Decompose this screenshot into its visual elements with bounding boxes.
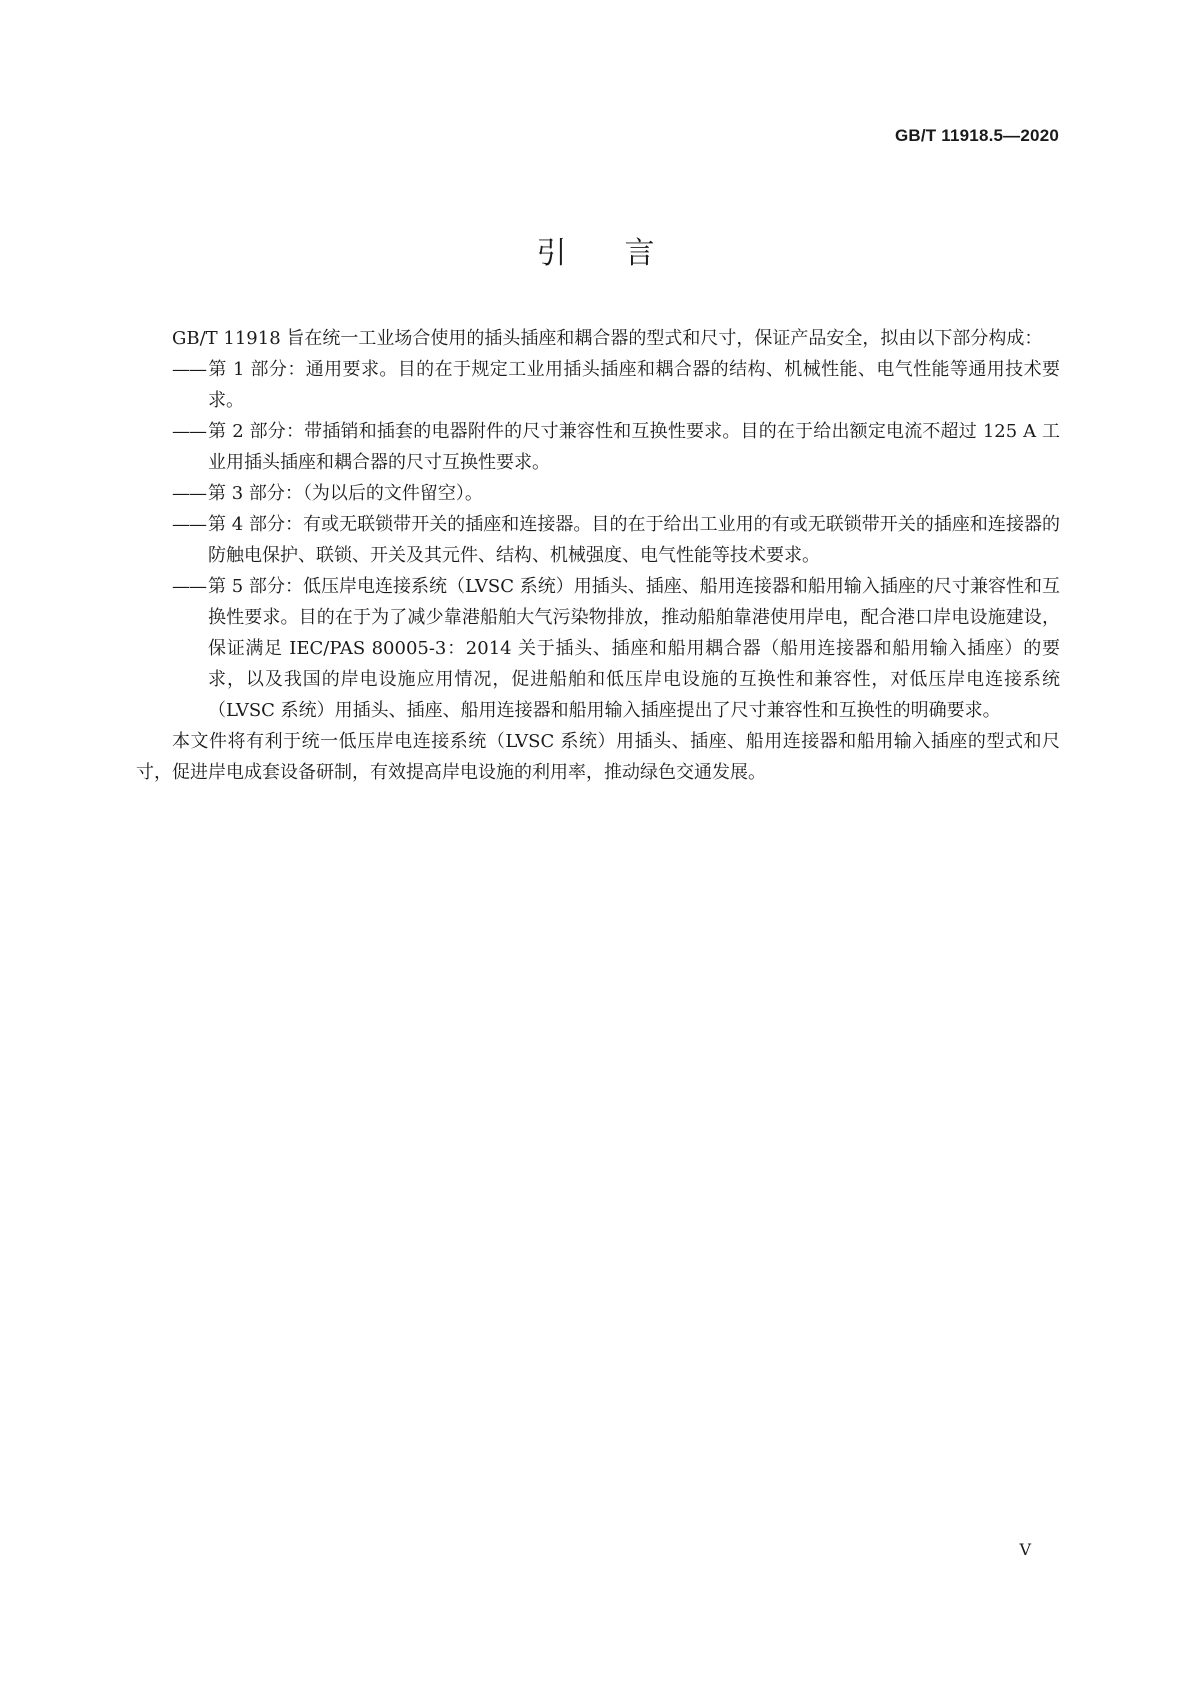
list-item-text: 第 5 部分：低压岸电连接系统（LVSC 系统）用插头、插座、船用连接器和船用输入插座的尺寸兼容性和互换性要求。目的在于为了减少靠港船舶大气污染物排放，推动船舶靠港使用岸电，配合港口岸电设施建设，保证满足 IEC/PAS 80005-3：2014 关于插头、插座和船用耦合器（船用连接器和船用输入插座）的要求，以及我国的岸电设施应用情况，促进船舶和低压岸电设施的互换性和兼容性，对低压岸电连接系统（LVSC 系统）用插头、插座、船用连接器和船用输入插座提出了尺寸兼容性和互换性的明确要求。 [208, 576, 1060, 721]
document-body [136, 323, 1060, 788]
dash-marker: —— [172, 359, 206, 380]
list-item-text: 第 3 部分：（为以后的文件留空）。 [208, 483, 483, 504]
closing-paragraph: 本文件将有利于统一低压岸电连接系统（LVSC 系统）用插头、插座、船用连接器和船用输入插座的型式和尺寸，促进岸电成套设备研制，有效提高岸电设施的利用率，推动绿色交通发展。 [136, 731, 1060, 783]
page-number: V [1019, 1540, 1031, 1559]
list-item-text: 第 2 部分：带插销和插套的电器附件的尺寸兼容性和互换性要求。目的在于给出额定电流不超过 125 A 工业用插头插座和耦合器的尺寸互换性要求。 [208, 421, 1060, 473]
intro-paragraph: GB/T 11918 旨在统一工业场合使用的插头插座和耦合器的型式和尺寸，保证产品安全，拟由以下部分构成： [172, 328, 1043, 349]
list-item-part-1 [136, 354, 1060, 416]
section-title: 引言 [536, 236, 713, 271]
parts-list [136, 354, 1060, 726]
list-item-text: 第 4 部分：有或无联锁带开关的插座和连接器。目的在于给出工业用的有或无联锁带开关的插座和连接器的防触电保护、联锁、开关及其元件、结构、机械强度、电气性能等技术要求。 [208, 514, 1060, 566]
list-item-part-4 [136, 509, 1060, 571]
list-item-part-3 [136, 478, 1060, 509]
list-item-part-5 [136, 571, 1060, 726]
standard-number: GB/T 11918.5—2020 [894, 126, 1059, 145]
list-item-text: 第 1 部分：通用要求。目的在于规定工业用插头插座和耦合器的结构、机械性能、电气性能等通用技术要求。 [208, 359, 1060, 411]
dash-marker: —— [172, 421, 206, 442]
dash-marker: —— [172, 576, 206, 597]
dash-marker: —— [172, 483, 206, 504]
dash-marker: —— [172, 514, 206, 535]
list-item-part-2 [136, 416, 1060, 478]
